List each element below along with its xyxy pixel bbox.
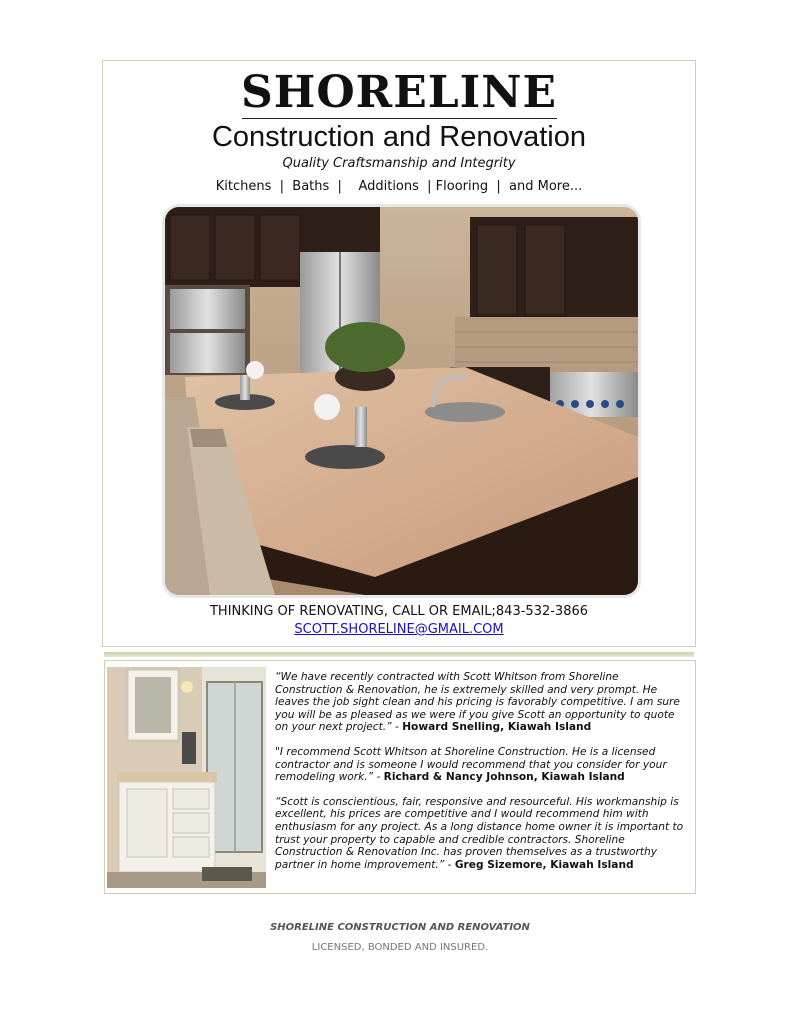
testimonial-text: “Scott is conscientious, fair, responsive and resourceful. His workmanship is excellent, his prices are competitive and I would recommend him with enthusiasm for any project. As a long distance home owner it is important to trust your property to capable and credible contractors. Shoreline Construction & Renovation Inc. has proven themselves as a trustworthy partner in home improvement.” - (275, 795, 684, 871)
testimonial-author: Howard Snelling, Kiawah Island (402, 721, 592, 734)
email-link[interactable]: SCOTT.SHORELINE@GMAIL.COM (294, 622, 504, 637)
call-to-action: THINKING OF RENOVATING, CALL OR EMAIL;843-532-3866 (209, 604, 589, 619)
services-list: Kitchens | Baths | Additions | Flooring | and More... (215, 179, 583, 194)
bathroom-photo (107, 667, 266, 888)
testimonial-text: "I recommend Scott Whitson at Shoreline Construction. He is a licensed contractor and is someone I would recommend that you consider for your remodeling work.” - (275, 745, 667, 784)
testimonial-2 (275, 746, 689, 784)
tagline: Quality Craftsmanship and Integrity (282, 156, 516, 171)
testimonial-3 (275, 796, 689, 872)
brand-title: SHORELINE (240, 67, 558, 118)
testimonial-author: Greg Sizemore, Kiawah Island (454, 858, 634, 871)
footer-licensed: LICENSED, BONDED AND INSURED. (311, 942, 489, 953)
email-row (103, 622, 695, 637)
flyer-panel (102, 60, 696, 647)
testimonial-author: Richard & Nancy Johnson, Kiawah Island (383, 771, 625, 784)
testimonials-list (275, 671, 689, 883)
testimonial-1 (275, 671, 689, 734)
brand-subtitle: Construction and Renovation (211, 121, 586, 153)
footer-company: SHORELINE CONSTRUCTION AND RENOVATION (270, 922, 530, 933)
testimonials-panel (104, 660, 696, 894)
section-divider (104, 652, 694, 657)
testimonial-text: “We have recently contracted with Scott Whitson from Shoreline Construction & Renovation, he is extremely skilled and very prompt. He leaves the job sight clean and his pricing is favorably competitive. I am sure you will be as pleased as we were if you give Scott an opportunity to quote on your next project.” - (275, 671, 680, 734)
kitchen-photo (165, 207, 638, 595)
